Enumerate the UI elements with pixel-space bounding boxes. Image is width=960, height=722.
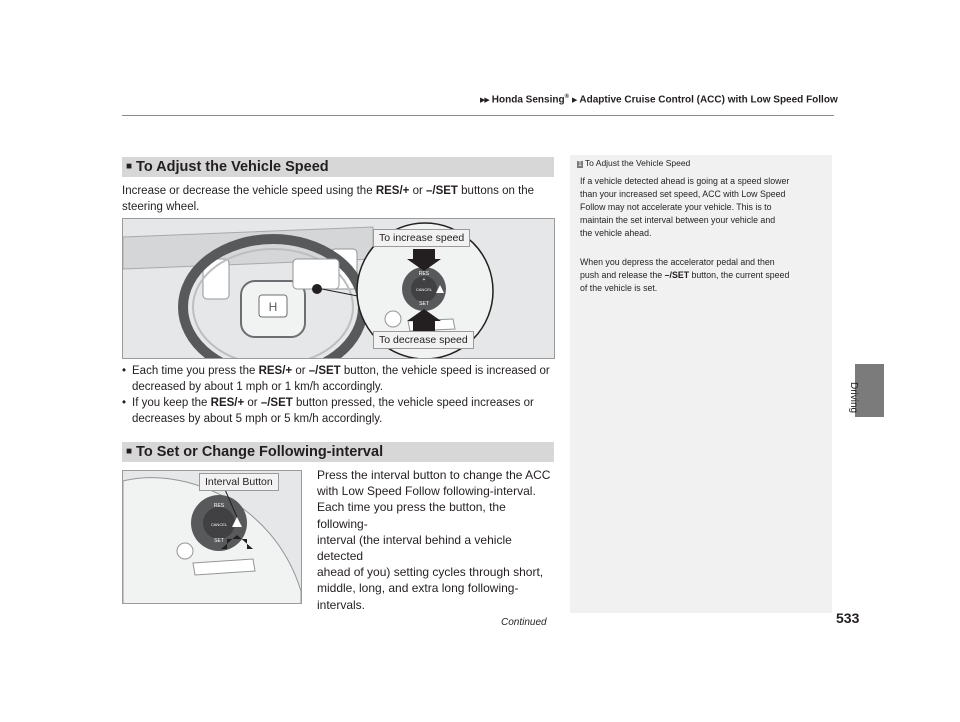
paragraph-line: middle, long, and extra long following-	[317, 581, 519, 596]
note-line: than your increased set speed, ACC with Low Speed	[580, 189, 786, 199]
res-label: RES/+	[375, 185, 410, 197]
registered-mark: ®	[564, 94, 569, 100]
interval-paragraph	[317, 467, 557, 613]
steering-wheel-figure	[122, 218, 555, 359]
note-line: of the vehicle is set.	[580, 283, 658, 293]
set-label: –/SET	[260, 397, 293, 409]
paragraph-line: Press the interval button to change the ACC	[317, 468, 551, 482]
res-label: RES/+	[210, 397, 245, 409]
chapter-tab[interactable]	[855, 364, 884, 417]
breadcrumb	[480, 94, 838, 105]
cancel-button-label: CANCEL	[210, 522, 228, 527]
bullet-text: Each time you press the	[132, 365, 259, 377]
cancel-button-label: CANCEL	[415, 287, 433, 292]
bullet-press	[122, 363, 554, 395]
steering-wheel-illustration	[123, 219, 555, 359]
note-title-text[interactable]: To Adjust the Vehicle Speed	[584, 158, 691, 168]
set-label: –/SET	[664, 270, 690, 280]
section-heading-adjust-speed	[122, 157, 554, 177]
or-text: or	[409, 185, 426, 197]
note-line: maintain the set interval between your vehicle and	[580, 215, 776, 225]
plus-button-label: +	[422, 277, 426, 283]
header-rule	[122, 115, 834, 116]
callout-interval-button: Interval Button	[199, 473, 279, 491]
res-button-label: RES	[213, 503, 225, 509]
side-note-paragraph-1	[580, 175, 830, 240]
or-text: or	[292, 365, 309, 377]
paragraph-line: ahead of you) setting cycles through short,	[317, 565, 544, 580]
section-heading-text: To Adjust the Vehicle Speed	[136, 159, 329, 175]
bullet-text: button pressed, the vehicle speed increases or	[292, 397, 534, 409]
breadcrumb-arrow-icon: ▶▶	[480, 97, 489, 105]
paragraph-line: Each time you press the button, the following-	[317, 500, 506, 531]
bullet-text: decreases by about 5 mph or 5 km/h accordingly.	[132, 413, 383, 425]
square-bullet-icon: ■	[126, 446, 133, 457]
res-button-label: RES	[418, 271, 430, 277]
interval-button-figure	[122, 470, 302, 604]
note-text: button, the current speed	[689, 270, 790, 280]
continued-label: Continued	[501, 617, 547, 628]
note-number: 1	[578, 161, 582, 168]
note-text: push and release the	[580, 270, 665, 280]
note-line: Follow may not accelerate your vehicle. This is to	[580, 202, 772, 212]
paragraph-line: interval (the interval behind a vehicle detected	[317, 532, 512, 564]
bullet-text: If you keep the	[132, 397, 211, 409]
bullet-text: button, the vehicle speed is increased or	[340, 365, 550, 377]
breadcrumb-arrow-icon: ▶	[572, 97, 577, 105]
intro-paragraph	[122, 183, 554, 215]
section-heading-text: To Set or Change Following-interval	[136, 444, 384, 460]
set-label: –/SET	[308, 365, 341, 377]
callout-decrease-speed: To decrease speed	[373, 331, 474, 349]
callout-increase-speed: To increase speed	[373, 229, 470, 247]
or-text: or	[244, 397, 261, 409]
note-line: If a vehicle detected ahead is going at a speed slower	[580, 176, 790, 186]
side-note-title	[577, 158, 690, 168]
page-number: 533	[836, 610, 860, 626]
intro-text: buttons on the	[457, 185, 535, 197]
set-button-label: SET	[214, 538, 224, 544]
bullet-icon: •	[122, 397, 127, 409]
intro-text: Increase or decrease the vehicle speed using the	[122, 185, 376, 197]
paragraph-line: with Low Speed Follow following-interval.	[317, 484, 536, 499]
note-line: the vehicle ahead.	[580, 228, 652, 238]
paragraph-line: intervals.	[317, 597, 366, 612]
note-line	[580, 269, 830, 282]
breadcrumb-item-acc[interactable]: Adaptive Cruise Control (ACC) with Low Speed Follow	[579, 94, 838, 106]
svg-text:H: H	[268, 300, 278, 314]
breadcrumb-item-honda-sensing[interactable]: Honda Sensing	[491, 94, 565, 106]
chapter-label: Driving	[848, 382, 859, 414]
set-button-label: SET	[419, 301, 429, 307]
intro-text: steering wheel.	[122, 201, 200, 213]
bullet-icon: •	[122, 365, 127, 377]
res-label: RES/+	[258, 365, 293, 377]
section-heading-following-interval	[122, 442, 554, 462]
set-label: –/SET	[426, 185, 458, 197]
side-note-paragraph-2	[580, 256, 830, 295]
bullet-keep-pressed	[122, 395, 554, 427]
square-bullet-icon: ■	[126, 161, 133, 172]
bullet-text: decreased by about 1 mph or 1 km/h accordingly.	[132, 381, 384, 393]
note-line: When you depress the accelerator pedal and then	[580, 257, 775, 267]
